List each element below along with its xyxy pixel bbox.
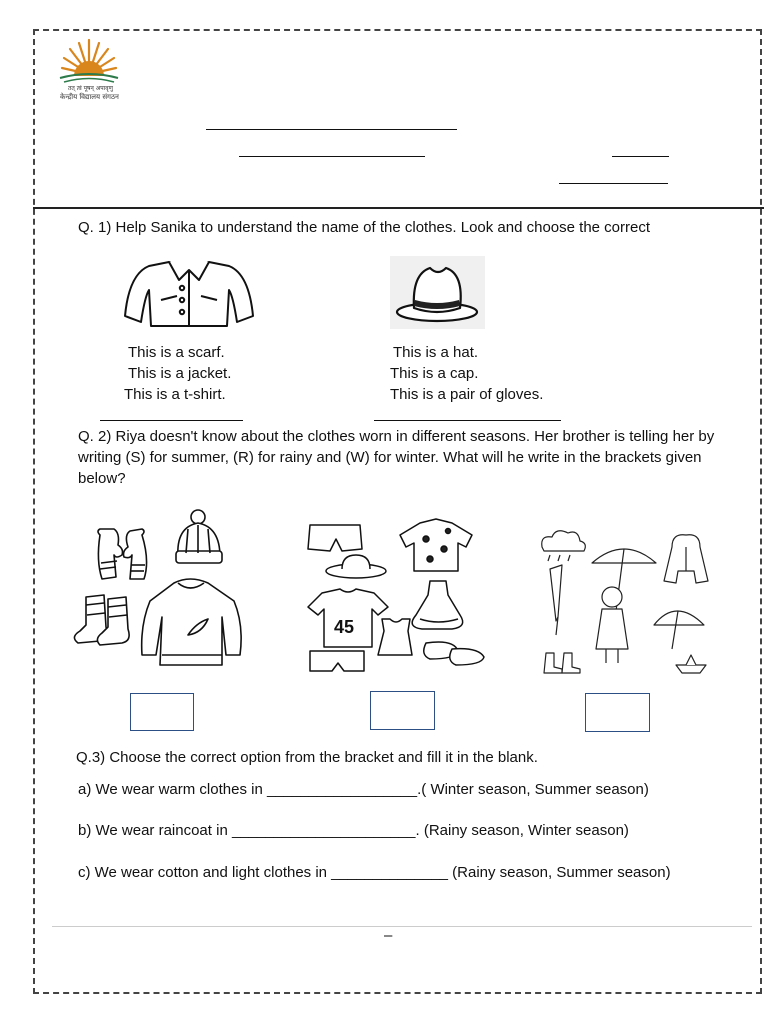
q1-answer-line-right[interactable] <box>374 420 561 421</box>
q1-question: Q. 1) Help Sanika to understand the name of the clothes. Look and choose the correct <box>78 219 651 236</box>
winter-answer-box[interactable] <box>130 693 194 731</box>
page-mark: – <box>384 927 393 944</box>
q1-left-option-3: This is a t-shirt. <box>124 386 226 403</box>
jacket-icon <box>119 256 259 332</box>
q2-question: Q. 2) Riya doesn't know about the clothes worn in different seasons. Her brother is telling her by writing (S) for summer, (R) for rainy and (W) for winter. What will he write in the brackets given below? <box>78 428 715 487</box>
q3-item-b[interactable]: b) We wear raincoat in ______________________. (Rainy season, Winter season) <box>78 822 629 839</box>
q1-left-option-1: This is a scarf. <box>128 344 225 361</box>
rainy-clothes-icon <box>536 525 716 675</box>
header-blank-line-1 <box>206 129 457 130</box>
q3-question: Q.3) Choose the correct option from the bracket and fill it in the blank. <box>76 749 538 766</box>
hat-drawing <box>390 256 485 329</box>
rainy-answer-box[interactable] <box>585 693 650 732</box>
header-blank-line-2 <box>239 156 425 157</box>
summer-clothes-icon <box>302 515 497 673</box>
q3-item-a[interactable]: a) We wear warm clothes in __________________.( Winter season, Summer season) <box>78 781 649 798</box>
footer-divider <box>52 926 752 927</box>
header-divider <box>33 207 764 209</box>
q3-item-c[interactable]: c) We wear cotton and light clothes in ______________ (Rainy season, Summer season) <box>78 864 671 881</box>
header-blank-line-3 <box>612 156 669 157</box>
summer-answer-box[interactable] <box>370 691 435 730</box>
q1-left-option-2: This is a jacket. <box>128 365 232 382</box>
q1-right-option-2: This is a cap. <box>390 365 479 382</box>
kvs-logo <box>52 38 142 104</box>
winter-clothes-drawing <box>70 505 250 673</box>
jacket-drawing <box>119 256 259 332</box>
rainy-clothes-drawing <box>536 525 716 675</box>
logo-name: केन्द्रीय विद्यालय संगठन <box>60 93 119 101</box>
q1-right-option-1: This is a hat. <box>393 344 479 361</box>
header-blank-line-4 <box>559 183 668 184</box>
tshirt-number: 45 <box>334 617 355 637</box>
sun-emblem-icon <box>52 38 142 88</box>
hat-icon <box>390 256 485 329</box>
q1-right-option-3: This is a pair of gloves. <box>390 386 544 403</box>
q1-answer-line-left[interactable] <box>100 420 243 421</box>
logo-tagline: तत् त्वं पूषन् अपावृणु <box>68 85 113 92</box>
winter-clothes-icon <box>70 505 250 673</box>
summer-clothes-drawing <box>302 515 497 673</box>
